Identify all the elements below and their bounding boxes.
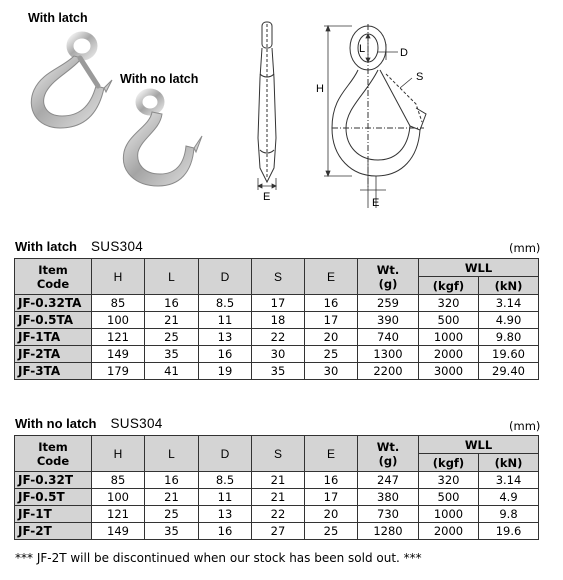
table-row: [15, 472, 539, 489]
dim-label-e-front: E: [372, 197, 380, 209]
cell-h: 149: [92, 523, 145, 540]
header-item-code: [15, 259, 92, 295]
hook-with-latch-photo: [12, 28, 122, 140]
cell-kn: 19.60: [479, 346, 539, 363]
header-wll: WLL: [419, 436, 539, 454]
cell-wt: 1300: [358, 346, 419, 363]
side-e-dimension: [258, 178, 276, 190]
header-weight: [358, 436, 419, 472]
section2-material: SUS304: [110, 416, 163, 431]
cell-kn: 3.14: [479, 472, 539, 489]
cell-d: 8.5: [199, 295, 252, 312]
dim-label-s: S: [416, 71, 424, 83]
cell-code: JF-2T: [15, 523, 92, 540]
cell-kgf: 2000: [419, 523, 479, 540]
cell-s: 30: [252, 346, 305, 363]
header-wt-unit: (g): [378, 453, 398, 468]
header-item: Item: [38, 262, 68, 277]
cell-l: 25: [145, 506, 199, 523]
section2-unit: (mm): [509, 419, 541, 433]
cell-d: 16: [199, 523, 252, 540]
table-row: [15, 312, 539, 329]
cell-e: 30: [305, 363, 358, 380]
dim-label-e-side: E: [263, 191, 271, 203]
table-row: [15, 523, 539, 540]
cell-l: 21: [145, 312, 199, 329]
cell-e: 17: [305, 312, 358, 329]
d-dimension: [378, 44, 398, 60]
cell-e: 25: [305, 346, 358, 363]
section1-material: SUS304: [91, 239, 144, 254]
cell-code: JF-0.32TA: [15, 295, 92, 312]
table-row: [15, 346, 539, 363]
cell-kn: 4.90: [479, 312, 539, 329]
cell-l: 21: [145, 489, 199, 506]
header-item: Item: [38, 439, 68, 454]
cell-s: 21: [252, 472, 305, 489]
photo-label-no-latch: With no latch: [120, 72, 199, 86]
cell-h: 121: [92, 506, 145, 523]
header-kgf: (kgf): [419, 454, 479, 472]
dim-label-d: D: [400, 47, 408, 59]
cell-l: 16: [145, 472, 199, 489]
header-d: D: [199, 436, 252, 472]
cell-code: JF-0.5TA: [15, 312, 92, 329]
dim-label-l: L: [359, 43, 366, 55]
header-wt-unit: (g): [378, 276, 398, 291]
section1-title-text: With latch: [15, 239, 77, 254]
table-row: [15, 506, 539, 523]
header-l: L: [145, 436, 199, 472]
discontinued-note: *** JF-2T will be discontinued when our stock has been sold out. ***: [15, 551, 422, 565]
header-e: E: [305, 436, 358, 472]
cell-e: 16: [305, 295, 358, 312]
cell-l: 25: [145, 329, 199, 346]
header-wt: Wt.: [376, 262, 400, 277]
cell-h: 100: [92, 489, 145, 506]
cell-d: 13: [199, 329, 252, 346]
header-h: H: [92, 436, 145, 472]
table-row: [15, 489, 539, 506]
cell-kn: 29.40: [479, 363, 539, 380]
header-h: H: [92, 259, 145, 295]
cell-l: 16: [145, 295, 199, 312]
hook-side-view: [258, 22, 276, 182]
cell-e: 20: [305, 506, 358, 523]
cell-kgf: 320: [419, 472, 479, 489]
header-kn: (kN): [479, 454, 539, 472]
cell-kn: 9.80: [479, 329, 539, 346]
cell-s: 35: [252, 363, 305, 380]
cell-l: 35: [145, 523, 199, 540]
cell-kgf: 500: [419, 312, 479, 329]
cell-kn: 3.14: [479, 295, 539, 312]
table-row: [15, 329, 539, 346]
cell-d: 19: [199, 363, 252, 380]
section1-unit: (mm): [509, 241, 541, 255]
latch-spec-table: [14, 258, 539, 380]
cell-wt: 2200: [358, 363, 419, 380]
cell-s: 18: [252, 312, 305, 329]
cell-code: JF-1T: [15, 506, 92, 523]
cell-h: 149: [92, 346, 145, 363]
header-kn: (kN): [479, 277, 539, 295]
cell-l: 35: [145, 346, 199, 363]
cell-wt: 390: [358, 312, 419, 329]
dim-label-h: H: [316, 83, 324, 95]
cell-wt: 380: [358, 489, 419, 506]
s-dimension: [400, 78, 412, 88]
hook-dimension-diagram: [240, 18, 460, 210]
cell-d: 11: [199, 312, 252, 329]
cell-code: JF-3TA: [15, 363, 92, 380]
header-s: S: [252, 436, 305, 472]
cell-s: 21: [252, 489, 305, 506]
cell-h: 85: [92, 295, 145, 312]
cell-code: JF-2TA: [15, 346, 92, 363]
cell-s: 22: [252, 506, 305, 523]
header-code: Code: [36, 276, 70, 291]
header-l: L: [145, 259, 199, 295]
table-row: [15, 295, 539, 312]
cell-h: 179: [92, 363, 145, 380]
cell-wt: 730: [358, 506, 419, 523]
header-s: S: [252, 259, 305, 295]
cell-wt: 259: [358, 295, 419, 312]
cell-d: 8.5: [199, 472, 252, 489]
cell-h: 85: [92, 472, 145, 489]
cell-d: 11: [199, 489, 252, 506]
cell-s: 22: [252, 329, 305, 346]
cell-kn: 4.9: [479, 489, 539, 506]
photo-label-latch: With latch: [28, 11, 88, 25]
header-e: E: [305, 259, 358, 295]
cell-s: 27: [252, 523, 305, 540]
cell-code: JF-1TA: [15, 329, 92, 346]
cell-code: JF-0.5T: [15, 489, 92, 506]
hook-no-latch-photo: [110, 86, 210, 196]
cell-e: 17: [305, 489, 358, 506]
cell-kgf: 500: [419, 489, 479, 506]
cell-kn: 19.6: [479, 523, 539, 540]
cell-wt: 247: [358, 472, 419, 489]
cell-l: 41: [145, 363, 199, 380]
cell-h: 100: [92, 312, 145, 329]
cell-d: 16: [199, 346, 252, 363]
header-d: D: [199, 259, 252, 295]
hook-front-view: [332, 24, 426, 188]
cell-code: JF-0.32T: [15, 472, 92, 489]
section2-title-text: With no latch: [15, 416, 97, 431]
cell-kgf: 320: [419, 295, 479, 312]
cell-wt: 1280: [358, 523, 419, 540]
cell-kgf: 3000: [419, 363, 479, 380]
table-row: [15, 363, 539, 380]
no-latch-spec-table: [14, 435, 539, 540]
section1-title: [15, 239, 143, 254]
section2-title: [15, 416, 163, 431]
header-wll: WLL: [419, 259, 539, 277]
header-wt: Wt.: [376, 439, 400, 454]
cell-kn: 9.8: [479, 506, 539, 523]
cell-e: 20: [305, 329, 358, 346]
header-kgf: (kgf): [419, 277, 479, 295]
cell-e: 25: [305, 523, 358, 540]
cell-kgf: 1000: [419, 506, 479, 523]
cell-h: 121: [92, 329, 145, 346]
cell-e: 16: [305, 472, 358, 489]
header-weight: [358, 259, 419, 295]
cell-kgf: 2000: [419, 346, 479, 363]
l-dimension: [366, 34, 370, 62]
header-item-code: [15, 436, 92, 472]
header-code: Code: [36, 453, 70, 468]
cell-s: 17: [252, 295, 305, 312]
cell-wt: 740: [358, 329, 419, 346]
cell-kgf: 1000: [419, 329, 479, 346]
cell-d: 13: [199, 506, 252, 523]
